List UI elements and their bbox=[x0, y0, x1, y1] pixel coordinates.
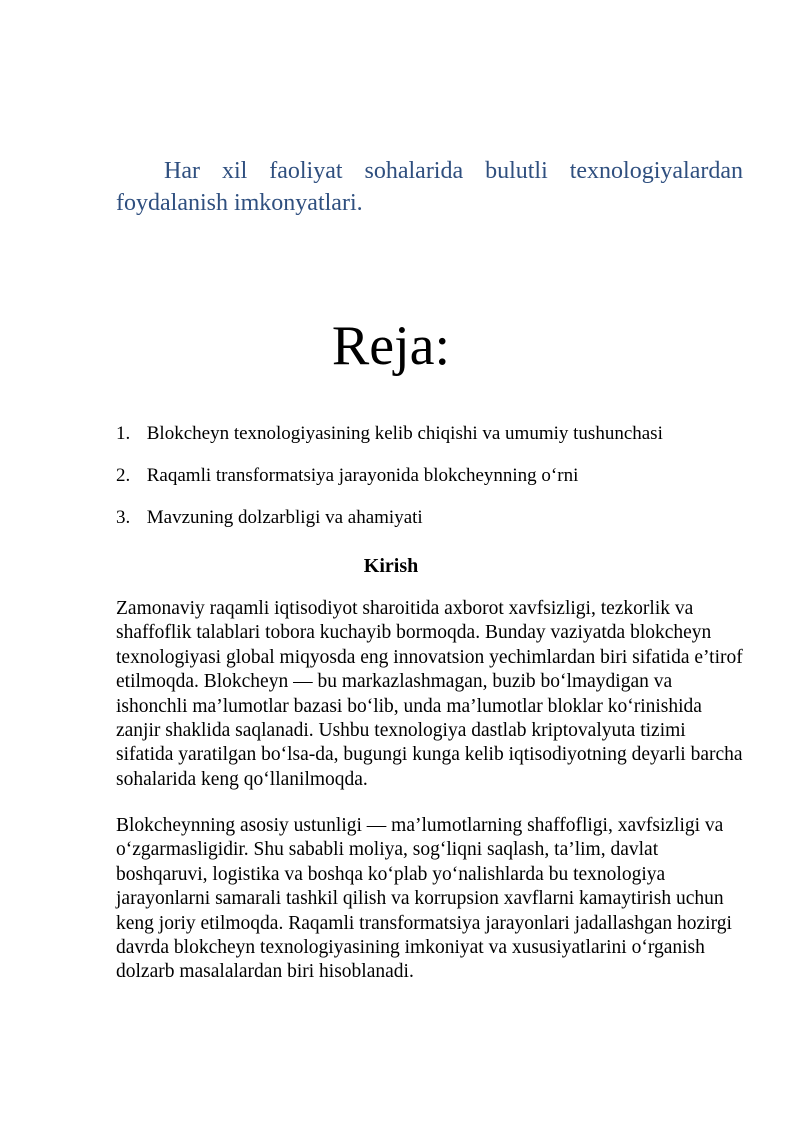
intro-title: Kirish bbox=[363, 555, 419, 577]
plan-item bbox=[116, 464, 756, 506]
plan-item-number: 2. bbox=[116, 465, 131, 486]
plan-item-number: 1. bbox=[116, 423, 131, 444]
plan-item bbox=[116, 506, 756, 548]
topic-heading: Har xil faoliyat sohalarida bulutli texnologiyalardan foydalanish imkonyatlari. bbox=[116, 158, 743, 216]
intro-paragraph-2: Blokcheynning asosiy ustunligi — ma’lumotlarning shaffofligi, xavfsizligi va o‘zgarmasligidir. Shu sababli moliya, sog‘liqni saqlash, ta’lim, davlat boshqaruvi, logistika va boshqa ko‘plab yo‘nalishlarda bu texnologiya jarayonlarni samarali tashkil qilish va korrupsion xavflarni kamaytirish uchun keng joriy etilmoqda. Raqamli transformatsiya jarayonlari jadallashgan hozirgi davrda blokcheyn texnologiyasining imkoniyat va xususiyatlarini o‘rganish dolzarb masalalardan biri hisoblanadi. bbox=[116, 815, 732, 983]
plan-item-text: Blokcheyn texnologiyasining kelib chiqishi va umumiy tushunchasi bbox=[146, 423, 663, 444]
plan-item-text: Raqamli transformatsiya jarayonida blokcheynning o‘rni bbox=[146, 465, 579, 486]
plan-item-text: Mavzuning dolzarbligi va ahamiyati bbox=[146, 507, 423, 528]
plan-item bbox=[116, 422, 756, 464]
plan-title: Reja: bbox=[331, 315, 451, 377]
intro-paragraph-1: Zamonaviy raqamli iqtisodiyot sharoitida axborot xavfsizligi, tezkorlik va shaffoflik talablari tobora kuchayib bormoqda. Bunday vaziyatda blokcheyn texnologiyasi global miqyosda eng innovatsion yechimlardan biri sifatida e’tirof etilmoqda. Blokcheyn — bu markazlashmagan, buzib bo‘lmaydigan va ishonchli ma’lumotlar bazasi bo‘lib, unda ma’lumotlar bloklar ko‘rinishida zanjir shaklida saqlanadi. Ushbu texnologiya dastlab kriptovalyuta tizimi sifatida yaratilgan bo‘lsa-da, bugungi kunga kelib iqtisodiyotning deyarli barcha sohalarida keng qo‘llanilmoqda. bbox=[116, 598, 743, 790]
plan-list bbox=[116, 422, 756, 548]
plan-item-number: 3. bbox=[116, 507, 131, 528]
